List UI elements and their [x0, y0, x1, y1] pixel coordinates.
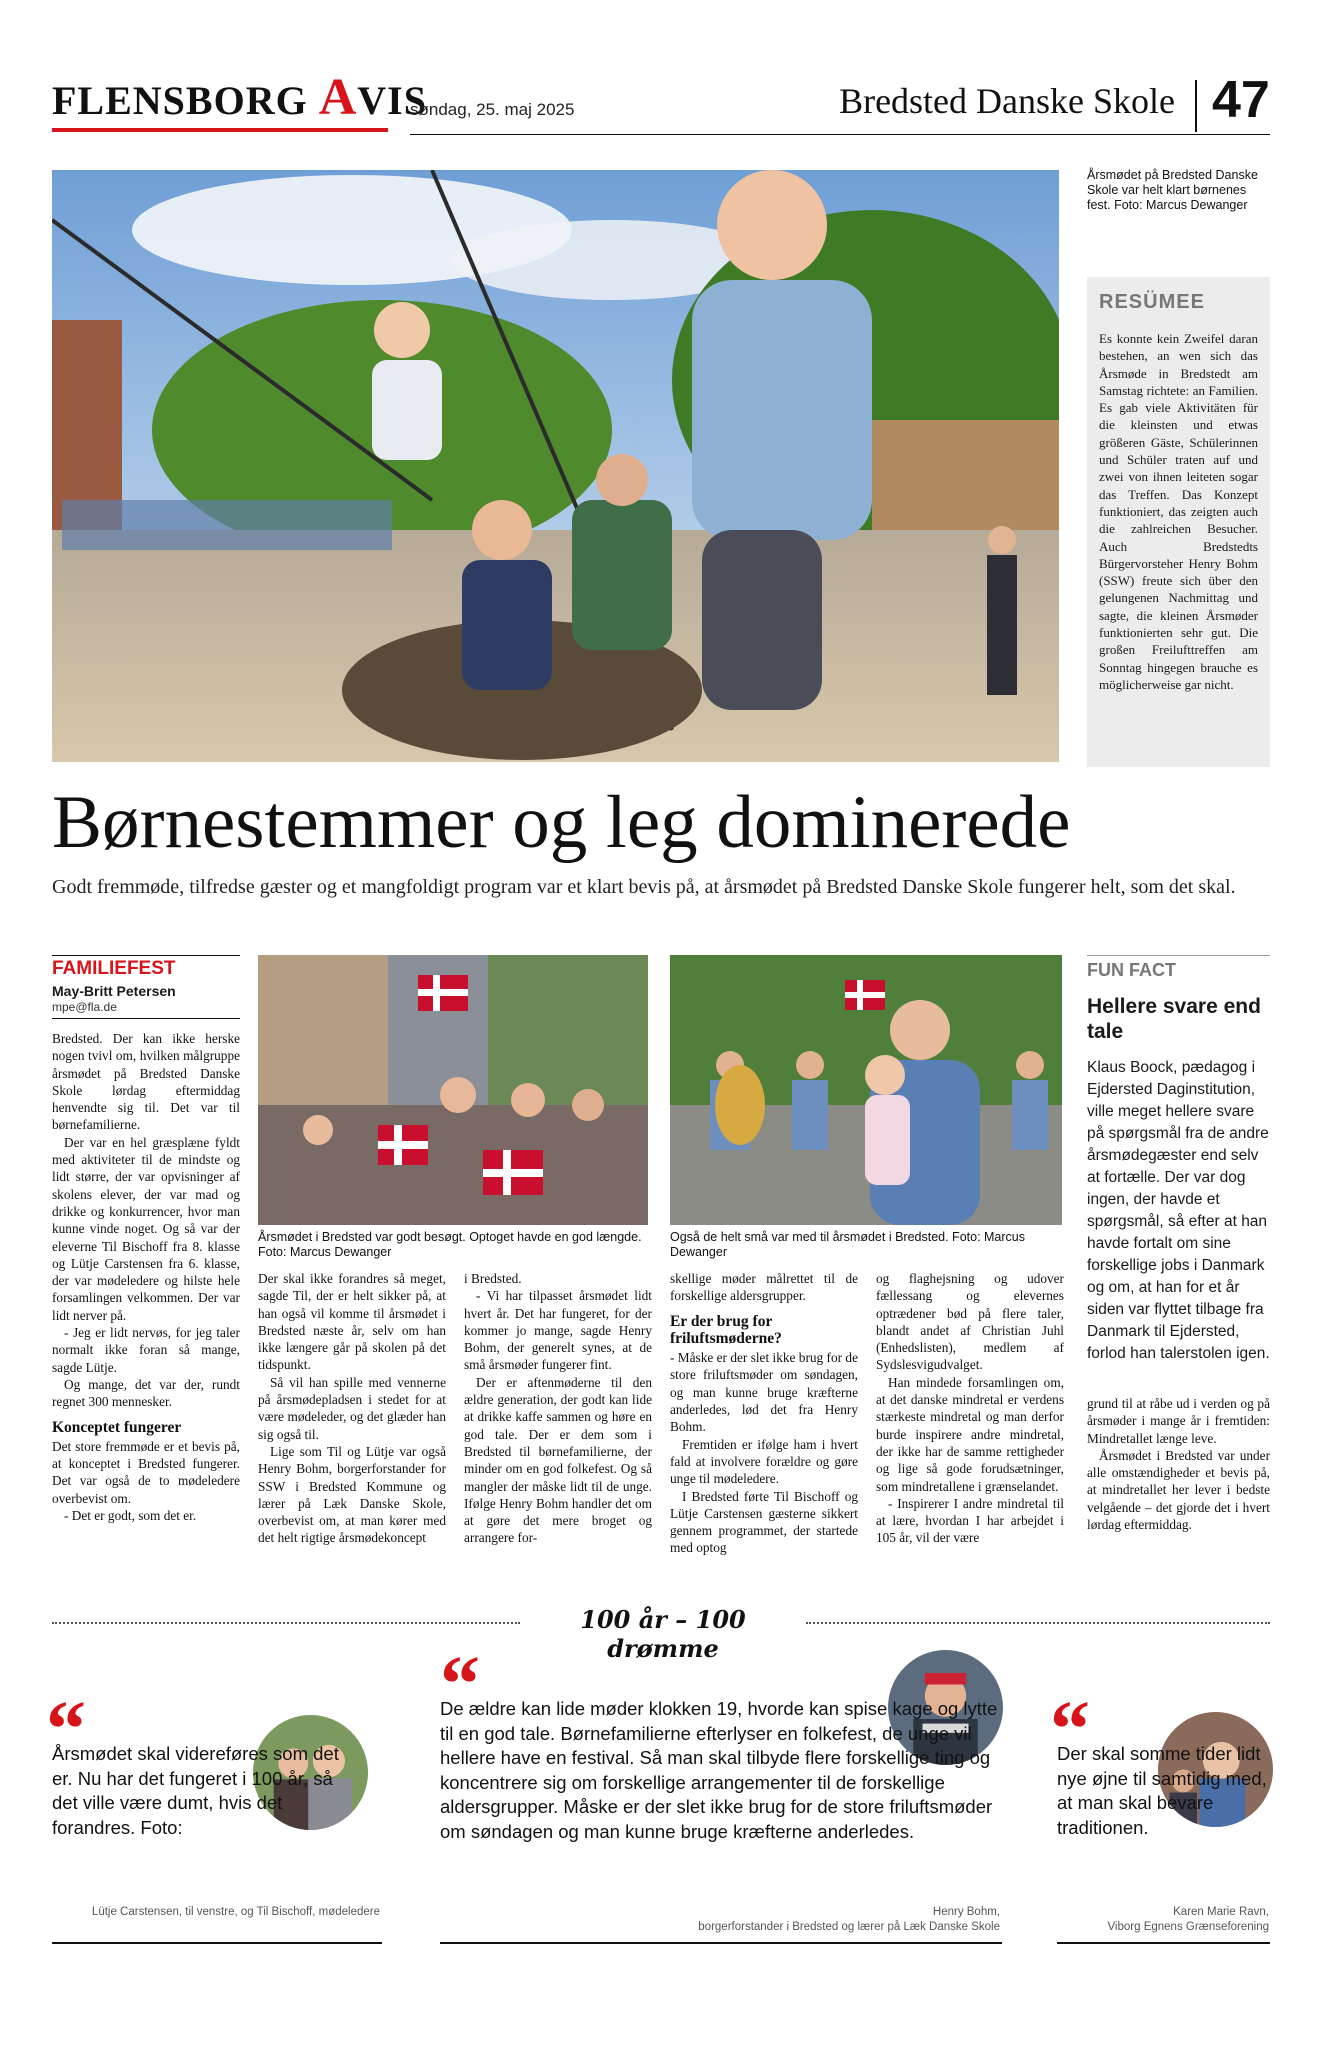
- author-rule: [52, 1018, 240, 1019]
- main-photo-swing: [52, 170, 1059, 762]
- fun-fact-rule: [1087, 955, 1270, 956]
- parade-photo: [258, 955, 648, 1225]
- header-rule: [410, 134, 1270, 135]
- quote-2-text: De ældre kan lide møder klokken 19, hvorde kan spise kage og lytte til en god tale. Børnefamilierne efterlyser en folkefest, de unge vil hellere have en festival. Så man skal tilbyde flere forskellige ting og koncentrere sig om forskellige arrangementer til de forskellige aldersgrupper. Måske er der slet ikke brug for de store friluftsmøder om søndagen og man kunne bruge kræfterne anderledes.: [440, 1698, 998, 1842]
- main-photo-caption: Årsmødet på Bredsted Danske Skole var helt klart børnenes fest. Foto: Marcus Dewanger: [1087, 168, 1258, 212]
- quote-mark-icon: “: [440, 1641, 480, 1729]
- headline: Børnestemmer og leg dominerede: [52, 781, 1071, 864]
- page-number: 47: [1212, 71, 1270, 129]
- byline-rule: [52, 955, 240, 956]
- band-title: 100 år – 100 drømme: [580, 1605, 746, 1663]
- article-column-3: i Bredsted. - Vi har tilpasset årsmødet lidt hvert år. Det har fungeret, for der kommer jo mange, sagde Henry Bohm, der generelt synes, at de små årsmøder fungerer fint. Der er aftenmøderne til den ældre generation, der godt kan lide at drikke kaffe sammen og høre en god tale. Der er dem som i Bredsted til børnefamilierne, der minder om en god folkefest. Og så mangler der måske lidt til de unge. Ifølge Henry Bohm handler det om at gøre det mere broget og arrangere for-: [464, 1271, 652, 1546]
- issue-date: søndag, 25. maj 2025: [410, 100, 575, 119]
- fun-fact-title: Hellere svare end tale: [1087, 995, 1261, 1043]
- band-dotted-line-left: [52, 1622, 520, 1624]
- article-column-6: grund til at råbe ud i verden og på årsmøder i mange år i fremtiden: Mindretallet længe leve. Årsmødet i Bredsted var under alle omstændigheder et bevis på, at mindretallet her lever i bedste velgående – det gjorde det i hvert lørdag eftermiddag.: [1087, 1396, 1270, 1533]
- quote-mark-icon: “: [1050, 1686, 1090, 1774]
- quote-3-attribution: Karen Marie Ravn, Viborg Egnens Grænseforening: [1107, 1906, 1269, 1933]
- quote-2-rule: [440, 1942, 1002, 1944]
- header-separator: [1195, 80, 1197, 132]
- author-email[interactable]: mpe@fla.de: [52, 1000, 117, 1014]
- section-title: Bredsted Danske Skole: [839, 81, 1175, 121]
- quote-3-rule: [1057, 1942, 1270, 1944]
- quote-2-attribution: Henry Bohm, borgerforstander i Bredsted og lærer på Læk Danske Skole: [698, 1906, 1000, 1933]
- article-column-4: skellige møder målrettet til de forskellige aldersgrupper. Er der brug for friluftsmøderne? - Måske er der slet ikke brug for de store friluftsmøder om søndagen, og man kunne bruge kræfterne anderledes, lød det fra Henry Bohm. Fremtiden er ifølge ham i hvert fald at involvere forældre og gøre unge til mødeledere. I Bredsted førte Til Bischoff og Lütje Carstensen gæsterne sikkert gennem programmet, der startede med optog: [670, 1271, 858, 1556]
- article-kicker: FAMILIEFEST: [52, 958, 176, 979]
- article-column-2: Der skal ikke forandres så meget, sagde Til, der er helt sikker på, at han også vil komme til årsmødet i Bredsted næste år, selv om han ikke længere går på skolen på det tidspunkt. Så vil han spille med vennerne på årsmødepladsen i stedet for at være mødeleder, og det glæder han sig også til. Lige som Til og Lütje var også Henry Bohm, borgerforstander for SSW i Bredsted Kommune og lærer på Læk Danske Skole, overbevist om, at man kører med det helt rigtige årsmødekoncept: [258, 1271, 446, 1546]
- quote-3-text: Der skal somme tider lidt nye øjne til samtidig med, at man skal bevare traditionen.: [1057, 1743, 1267, 1838]
- quote-1-rule: [52, 1942, 382, 1944]
- author-name: May-Britt Petersen: [52, 983, 176, 999]
- resume-text: Es konnte kein Zweifel daran bestehen, an wen sich das Årsmøde in Bredstedt am Samstag richtete: an Familien. Es gab viele Aktivitäten für die kleinsten und etwas größeren Gäste, Schülerinnen und Schüler traten auf und zwei von ihnen leiteten sogar das Treffen. Das Konzept funktioniert, das zeigten auch die zahlreichen Besucher. Auch Bredstedts Bürgervorsteher Henry Bohm (SSW) freute sich über den gelungenen Nachmittag und sagte, die kleinen Årsmøder funktionierten sehr gut. Die großen Freilufttreffen am Sonntag hingegen brauche es möglicherweise gar nicht.: [1099, 331, 1258, 692]
- music-photo: [670, 955, 1062, 1225]
- masthead-logo: FLENSBORG AVIS: [52, 78, 388, 138]
- resume-box: [1087, 277, 1270, 767]
- fun-fact-kicker: FUN FACT: [1087, 960, 1176, 980]
- quote-1-text: Årsmødet skal videreføres som det er. Nu har det fungeret i 100 år, så det ville være dumt, hvis det forandres. Foto:: [52, 1743, 339, 1838]
- quote-mark-icon: “: [46, 1686, 86, 1774]
- lead-paragraph: Godt fremmøde, tilfredse gæster og et mangfoldigt program var et klart bevis på, at årsmødet på Bredsted Danske Skole fungerer helt, som det skal.: [52, 876, 1236, 898]
- resume-title: RESÜMEE: [1099, 291, 1205, 313]
- article-column-1: Bredsted. Der kan ikke herske nogen tvivl om, hvilken målgruppe årsmødet på Bredsted Danske Skole lørdag eftermiddag henvendte sig til. Det var til børnefamilierne. Der var en hel græsplæne fyldt med aktiviteter til de mindste og lidt større, der var opvisninger af skolens elever, der var mad og drikke og konkurrencer, hvor man kunne vinde noget. Og så var der eleverne Til Bischoff fra 8. klasse og Lütje Carstensen fra 6. klasse, der var mødeledere og hilste hele forsamlingen velkommen. Der var lidt nerver på. - Jeg er lidt nervøs, for jeg taler normalt ikke foran så mange, sagde Lütje. Og mange, det var der, rundt regnet 300 mennesker. Konceptet fungerer Det store fremmøde er et bevis på, at konceptet i Bredsted fungerer. Det var også de to mødeledere overbevist om. - Det er godt, som det er.: [52, 1031, 240, 1524]
- music-photo-caption: Også de helt små var med til årsmødet i Bredsted. Foto: Marcus Dewanger: [670, 1230, 1025, 1259]
- quote-1-attribution: Lütje Carstensen, til venstre, og Til Bischoff, mødeledere: [91, 1906, 380, 1918]
- parade-photo-caption: Årsmødet i Bredsted var godt besøgt. Optoget havde en god længde. Foto: Marcus Dewanger: [258, 1230, 642, 1259]
- subheading-friluftsmoder: Er der brug for friluftsmøderne?: [670, 1312, 782, 1347]
- article-column-5: og flaghejsning og udover fællessang og elevernes optrædener bød på flere taler, blandt andet af Christian Juhl (Enhedslisten), medlem af Sydslesvigudvalget. Han mindede forsamlingen om, at det danske mindretal er verdens stærkeste mindretal og man derfor burde inspirere andre mindretal, der ikke har de samme rettigheder og lige så gode forudsætninger, som mindretallene i grænselandet. - Inspirerer I andre mindretal til at lære, hvordan I har arbejdet i 105 år, vil der være: [876, 1271, 1064, 1546]
- subheading-konceptet: Konceptet fungerer: [52, 1418, 182, 1436]
- fun-fact-text: Klaus Boock, pædagog i Ejdersted Daginstitution, ville meget hellere svare på spørgsmål fra de andre årsmødegæster end selv at fortælle. Der var dog ingen, der havde et spørgsmål, så efter at han havde fortalt om sine forskellige jobs i Danmark og om, at han for et år siden var flyttet tilbage fra Danmark til Ejdersted, forlod han talerstolen igen.: [1087, 1059, 1270, 1362]
- band-dotted-line-right: [806, 1622, 1270, 1624]
